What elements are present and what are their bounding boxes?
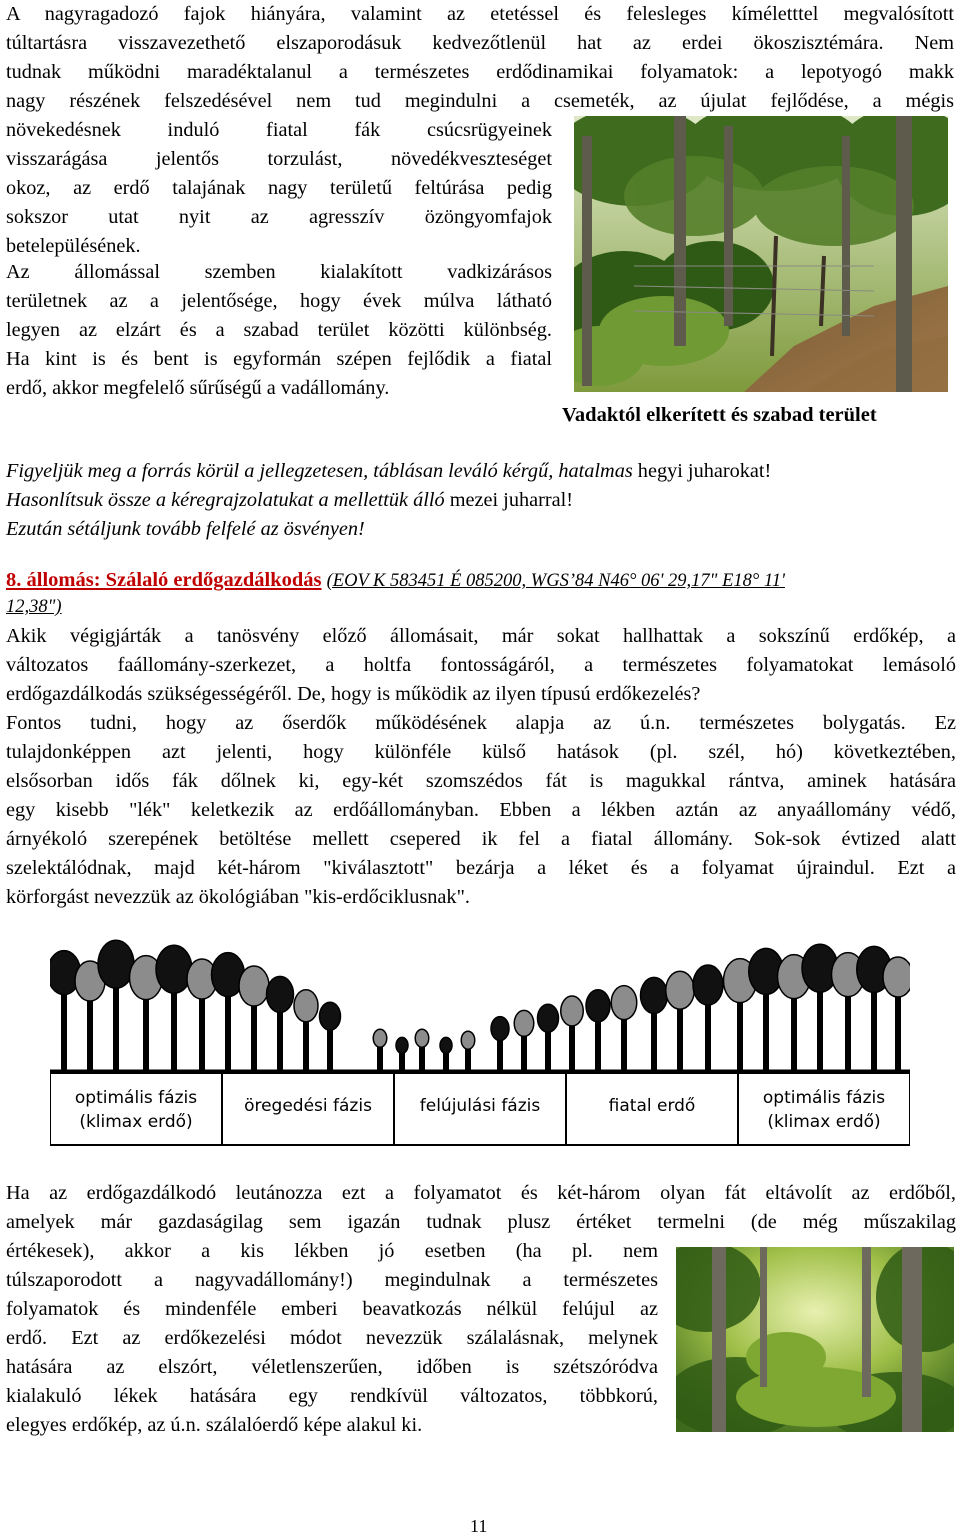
tree-crown: [373, 1029, 387, 1047]
paragraph-exclosure: [6, 258, 552, 403]
tree-crown: [98, 940, 134, 988]
selection-forest-photo: [676, 1247, 954, 1432]
phase-sublabel: (klimax erdő): [767, 1112, 881, 1132]
text-line: tulajdonképpen azt jelenti, hogy különféle külső hatások (pl. szél, hó) következtében,: [6, 741, 956, 763]
text-line: növekedésnek induló fiatal fák csúcsrügyeinek: [6, 119, 552, 141]
text-line: elegyes erdőkép, az ú.n. szálalóerdő képe alakul ki.: [6, 1414, 423, 1436]
tree-silhouettes: [50, 940, 910, 1071]
tree-crown: [641, 977, 668, 1013]
text-line: Akik végigjárták a tanösvény előző állomásait, már sokat hallhattak a sokszínű erdőkép, a: [6, 625, 956, 647]
text-line: kialakuló lékek hatására egy rendkívül változatos, többkorú,: [6, 1385, 658, 1407]
tree-crown: [156, 945, 192, 993]
tree-crown: [320, 1002, 341, 1030]
station-coordinates-cont: 12,38"): [6, 597, 62, 617]
station-coordinates: (EOV K 583451 É 085200, WGS’84 N46° 06' 29,17" E18° 11': [326, 571, 785, 591]
tree-crown: [294, 990, 318, 1022]
text-line: folyamatok és mindenféle emberi beavatkozás nélkül felújul az: [6, 1298, 658, 1320]
text-line: amelyek már gazdaságilag sem igazán tudnak plusz értéket termelni (de még műszakilag: [6, 1211, 956, 1233]
tree-crown: [611, 986, 637, 1020]
text-line: Ha kint is és bent is egyformán szépen fejlődik a fiatal: [6, 348, 552, 370]
tree-crown: [239, 966, 269, 1006]
paragraph-intro-wrapped: [6, 116, 552, 261]
text-line: változatos faállomány-szerkezet, a holtfa fontosságáról, a természetes folyamatokat lemásoló: [6, 654, 956, 676]
instruction-line-2: Hasonlítsuk össze a kéregrajzolatukat a mellettük álló mezei juharral!: [6, 489, 573, 511]
photo-caption: Vadaktól elkerített és szabad terület: [562, 404, 877, 426]
text-line: legyen az elzárt és a szabad terület közötti különbség.: [6, 319, 552, 341]
text-line: árnyékoló szerepének betöltése mellett csepered ik fel a fiatal állomány. Sok-sok évtized alatt: [6, 828, 956, 850]
text-line: szelektálódnak, majd két-három "kiválasztott" bezárja a léket és a folyamat újraindul. Ezt a: [6, 857, 956, 879]
text-line: A nagyragadozó fajok hiányára, valamint az etetéssel és felesleges kíméletttel megvalósított: [6, 3, 954, 25]
text-line: okoz, az erdő talajának nagy területű feltúrása pedig: [6, 177, 552, 199]
phase-sublabel: (klimax erdő): [79, 1112, 193, 1132]
text-line: Fontos tudni, hogy az őserdők működésének alapja az ú.n. természetes bolygatás. Ez: [6, 712, 956, 734]
paragraph-natural-disturbance: [6, 622, 956, 912]
tree-crown: [514, 1010, 534, 1036]
tree-crown: [415, 1029, 429, 1047]
text-line: túltartásra visszavezethető elszaporodásuk kedvezőtlenül hat az erdei ökoszisztémára. Nem: [6, 32, 954, 54]
tree-crown: [491, 1017, 509, 1041]
phase-label: öregedési fázis: [244, 1096, 372, 1116]
phase-label: felújulási fázis: [419, 1096, 541, 1116]
fenced-forest-photo: [574, 116, 948, 392]
text-line: körforgást nevezzük az ökológiában "kis-erdőciklusnak".: [6, 886, 470, 908]
tree-crown: [538, 1004, 559, 1032]
text-line: Ha az erdőgazdálkodó leutánozza ezt a folyamatot és két-három olyan fát eltávolít az erdőből,: [6, 1182, 956, 1204]
text-line: sokszor utat nyit az agresszív özöngyomfajok: [6, 206, 552, 228]
text-line: erdőgazdálkodás szükségességéről. De, hogy is működik az ilyen típusú erdőkezelés?: [6, 683, 701, 705]
station-heading-cont: [6, 592, 62, 622]
paragraph-selection-cutting: [6, 1179, 956, 1237]
text-line: erdő. Ezt az erdőkezelési módot nevezzük szálalásnak, melynek: [6, 1327, 658, 1349]
text-line: értékesek), akkor a kis lékben jó esetben (ha pl. nem: [6, 1240, 658, 1262]
page-number: 11: [470, 1516, 488, 1535]
text-line: betelepülésének.: [6, 235, 141, 257]
tree-crown: [267, 976, 294, 1012]
text-line: elsősorban idős fák dőlnek ki, egy-két szomszédos fát is magukkal rántva, aminek hatására: [6, 770, 956, 792]
tree-crown: [440, 1037, 452, 1053]
phase-label: optimális fázis: [762, 1088, 886, 1108]
paragraph-intro: [6, 0, 954, 116]
station-heading: [6, 566, 785, 596]
phase-label: optimális fázis: [74, 1088, 198, 1108]
tree-crown: [693, 965, 723, 1005]
instruction-line-1: Figyeljük meg a forrás körül a jellegzetesen, táblásan leváló kérgű, hatalmas hegyi juharokat!: [6, 460, 772, 482]
instructions: [6, 457, 956, 544]
tree-crown: [586, 990, 610, 1022]
paragraph-selection-cutting-wrapped: [6, 1237, 658, 1440]
tree-crown: [666, 971, 695, 1009]
text-line: visszarágása jelentős torzulást, növedékveszteséget: [6, 148, 552, 170]
tree-crown: [883, 957, 910, 997]
text-line: Az állomással szemben kialakított vadkizárásos: [6, 261, 552, 283]
text-line: hatására az elszórt, véletlenszerűen, időben is szétszóródva: [6, 1356, 658, 1378]
text-line: túlszaporodott a nagyvadállomány!) megindulnak a természetes: [6, 1269, 658, 1291]
text-line: nagy részének felszedésével nem tud megindulni a csemeték, az újulat fejlődése, a mégis: [6, 90, 954, 112]
forest-cycle-diagram: [50, 935, 910, 1155]
text-line: erdő, akkor megfelelő sűrűségű a vadállomány.: [6, 377, 390, 399]
text-line: egy kisebb "lék" keletkezik az erdőállományban. Ebben a lékben aztán az anyaállomány védő,: [6, 799, 956, 821]
text-line: területnek az a jelentősége, hogy évek múlva látható: [6, 290, 552, 312]
station-title: 8. állomás: Szálaló erdőgazdálkodás: [6, 569, 322, 591]
text-line: tudnak működni maradéktalanul a természetes erdődinamikai folyamatok: a lepotyogó makk: [6, 61, 954, 83]
tree-crown: [461, 1031, 475, 1049]
instruction-line-3: Ezután sétáljunk tovább felfelé az ösvényen!: [6, 518, 365, 540]
tree-crown: [396, 1037, 408, 1053]
phase-label: fiatal erdő: [608, 1096, 696, 1116]
tree-crown: [561, 996, 584, 1026]
